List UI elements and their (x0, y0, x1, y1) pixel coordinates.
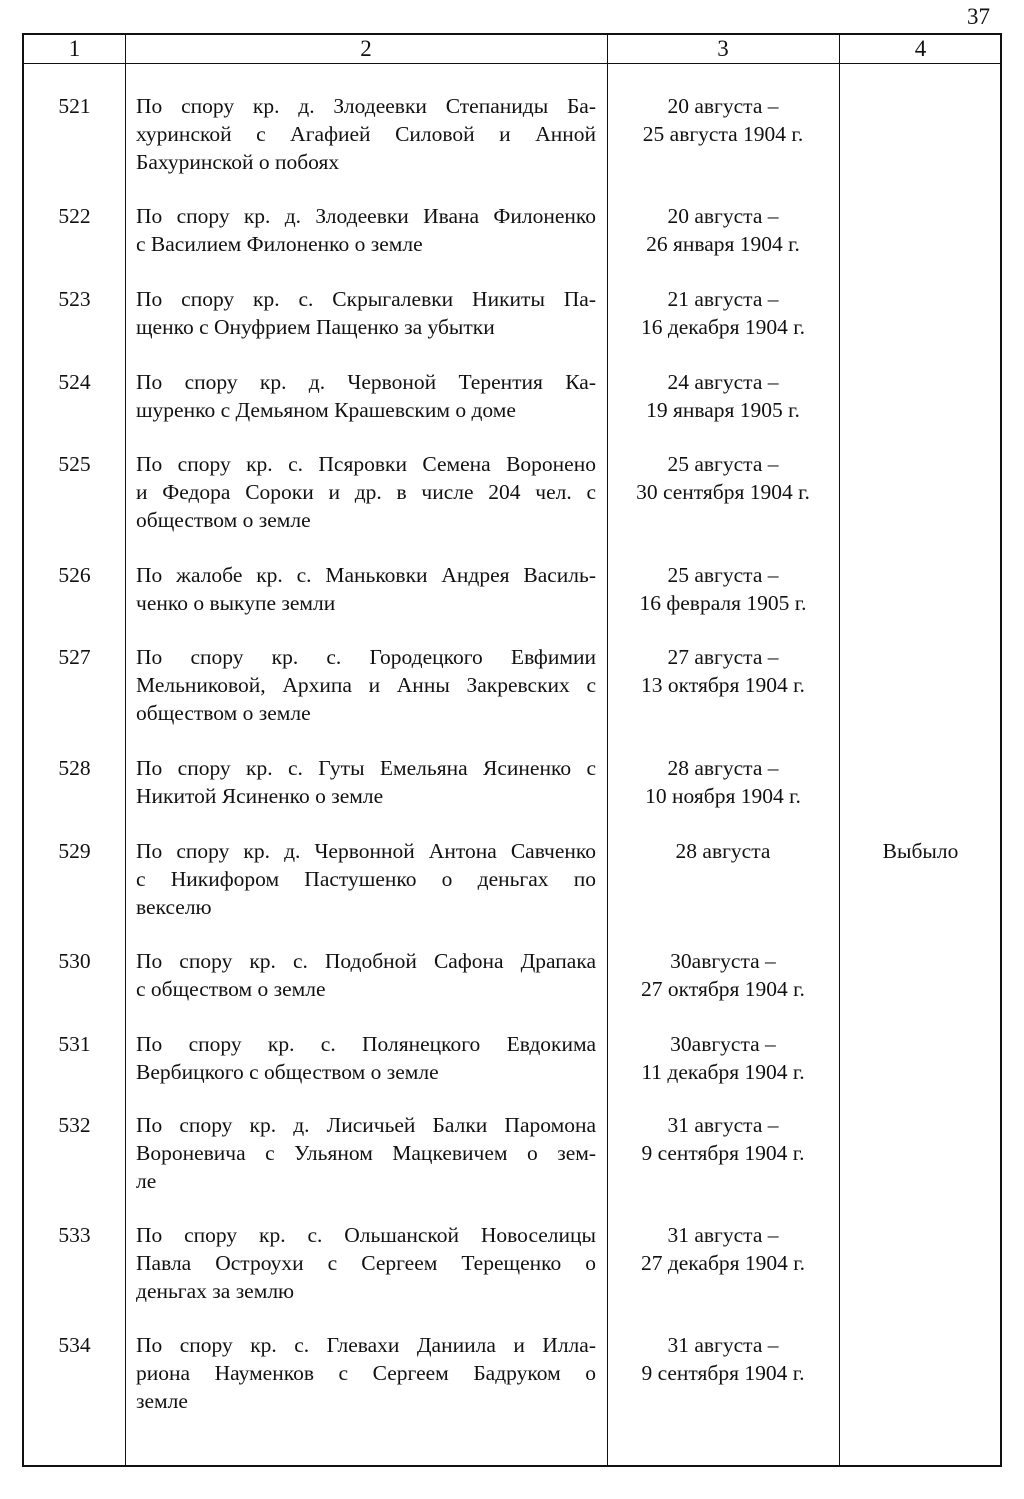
date-start: 28 августа (675, 839, 771, 863)
description-line: шуренко с Демьяном Крашевским о доме (136, 398, 516, 422)
case-dates (607, 837, 839, 865)
description-line: с Никифором Пастушенко о деньгах по (136, 867, 596, 891)
register-table (22, 33, 1002, 1467)
case-dates (607, 92, 839, 148)
column-divider (839, 35, 840, 1465)
description-line: Вербицкого с обществом о земле (136, 1060, 439, 1084)
case-number: 532 (58, 1113, 91, 1137)
case-dates (607, 202, 839, 258)
date-start: 31 августа – (667, 1223, 779, 1247)
date-end: 16 декабря 1904 г. (640, 315, 806, 339)
description-line: По жалобе кр. с. Маньковки Андрея Василь- (136, 563, 596, 587)
description-line: обществом о земле (136, 701, 311, 725)
column-header-1: 1 (68, 36, 81, 61)
description-line: векселю (136, 895, 212, 919)
date-end: 30 сентября 1904 г. (636, 480, 810, 504)
description-line: По спору кр. с. Псяровки Семена Воронено (136, 452, 596, 476)
case-number: 525 (58, 452, 91, 476)
case-note: Выбыло (882, 839, 959, 863)
date-end: 13 октября 1904 г. (641, 673, 805, 697)
description-line: Никитой Ясиненко о земле (136, 784, 384, 808)
description-line: По спору кр. д. Лисичьей Балки Паромона (136, 1113, 596, 1137)
column-header-4: 4 (914, 36, 927, 61)
date-start: 30августа – (670, 1032, 776, 1056)
case-dates (607, 561, 839, 617)
description-line: По спору кр. с. Глевахи Даниила и Илла- (136, 1333, 596, 1357)
column-divider (125, 35, 126, 1465)
description-line: щенко с Онуфрием Пащенко за убытки (136, 315, 495, 339)
description-line: Мельниковой, Архипа и Анны Закревских с (136, 673, 596, 697)
page-number: 37 (967, 4, 990, 29)
case-number: 534 (58, 1333, 91, 1357)
case-number: 524 (58, 370, 91, 394)
date-end: 11 декабря 1904 г. (641, 1060, 805, 1084)
case-dates (607, 1221, 839, 1277)
description-line: По спору кр. с. Скрыгалевки Никиты Па- (136, 287, 596, 311)
case-description (136, 202, 596, 258)
date-end: 25 августа 1904 г. (642, 122, 804, 146)
case-number: 529 (58, 839, 91, 863)
description-line: По спору кр. д. Червоной Терентия Ка- (136, 370, 596, 394)
case-description (136, 1030, 596, 1086)
case-number: 527 (58, 645, 91, 669)
case-description (136, 561, 596, 617)
description-line: риона Науменков с Сергеем Бадруком о (136, 1361, 596, 1385)
case-dates (607, 643, 839, 699)
description-line: По спору кр. с. Гуты Емельяна Ясиненко с (136, 756, 596, 780)
case-dates (607, 1111, 839, 1167)
date-start: 24 августа – (667, 370, 779, 394)
date-end: 27 октября 1904 г. (641, 977, 805, 1001)
description-line: Бахуринской о побоях (136, 150, 340, 174)
date-start: 31 августа – (667, 1333, 779, 1357)
case-description (136, 368, 596, 424)
description-line: Павла Остроухи с Сергеем Терещенко о (136, 1251, 596, 1275)
column-header-2: 2 (360, 36, 372, 61)
case-dates (607, 1331, 839, 1387)
case-number: 526 (58, 563, 91, 587)
case-description (136, 1221, 596, 1305)
case-number: 521 (58, 94, 91, 118)
case-number: 522 (58, 204, 91, 228)
description-line: По спору кр. д. Злодеевки Степаниды Ба- (136, 94, 596, 118)
date-end: 27 декабря 1904 г. (640, 1251, 806, 1275)
case-dates (607, 947, 839, 1003)
case-dates (607, 285, 839, 341)
date-start: 25 августа – (667, 563, 779, 587)
case-description (136, 643, 596, 727)
case-description (136, 450, 596, 534)
case-description (136, 1331, 596, 1415)
date-end: 10 ноября 1904 г. (645, 784, 801, 808)
description-line: По спору кр. д. Злодеевки Ивана Филоненко (136, 204, 596, 228)
date-start: 27 августа – (667, 645, 779, 669)
date-end: 9 сентября 1904 г. (641, 1361, 805, 1385)
description-line: хуринской с Агафией Силовой и Анной (136, 122, 596, 146)
date-end: 19 января 1905 г. (646, 398, 800, 422)
date-start: 25 августа – (667, 452, 779, 476)
description-line: По спору кр. с. Подобной Сафона Драпака (136, 949, 596, 973)
description-line: По спору кр. с. Полянецкого Евдокима (136, 1032, 596, 1056)
description-line: деньгах за землю (136, 1279, 295, 1303)
description-line: ле (136, 1169, 157, 1193)
date-start: 31 августа – (667, 1113, 779, 1137)
description-line: По спору кр. д. Червонной Антона Савченко (136, 839, 596, 863)
description-line: По спору кр. с. Городецкого Евфимии (136, 645, 596, 669)
description-line: с обществом о земле (136, 977, 326, 1001)
description-line: и Федора Сороки и др. в числе 204 чел. с (136, 480, 596, 504)
column-header-3: 3 (717, 36, 729, 61)
case-description (136, 947, 596, 1003)
date-start: 30августа – (670, 949, 776, 973)
date-start: 21 августа – (667, 287, 779, 311)
date-start: 20 августа – (667, 204, 779, 228)
description-line: земле (136, 1389, 188, 1413)
case-number: 523 (58, 287, 91, 311)
date-end: 9 сентября 1904 г. (641, 1141, 805, 1165)
case-description (136, 837, 596, 921)
header-divider (24, 63, 1000, 64)
date-start: 20 августа – (667, 94, 779, 118)
case-description (136, 754, 596, 810)
date-end: 16 февраля 1905 г. (639, 591, 807, 615)
description-line: По спору кр. с. Ольшанской Новоселицы (136, 1223, 596, 1247)
case-description (136, 1111, 596, 1195)
date-start: 28 августа – (667, 756, 779, 780)
case-dates (607, 368, 839, 424)
case-dates (607, 1030, 839, 1086)
case-dates (607, 754, 839, 810)
case-dates (607, 450, 839, 506)
description-line: Вороневича с Ульяном Мацкевичем о зем- (136, 1141, 596, 1165)
case-description (136, 285, 596, 341)
case-number: 530 (58, 949, 91, 973)
case-number: 531 (58, 1032, 91, 1056)
description-line: с Василием Филоненко о земле (136, 232, 423, 256)
case-description (136, 92, 596, 176)
case-number: 528 (58, 756, 91, 780)
date-end: 26 января 1904 г. (646, 232, 800, 256)
description-line: обществом о земле (136, 508, 311, 532)
case-number: 533 (58, 1223, 91, 1247)
description-line: ченко о выкупе земли (136, 591, 336, 615)
